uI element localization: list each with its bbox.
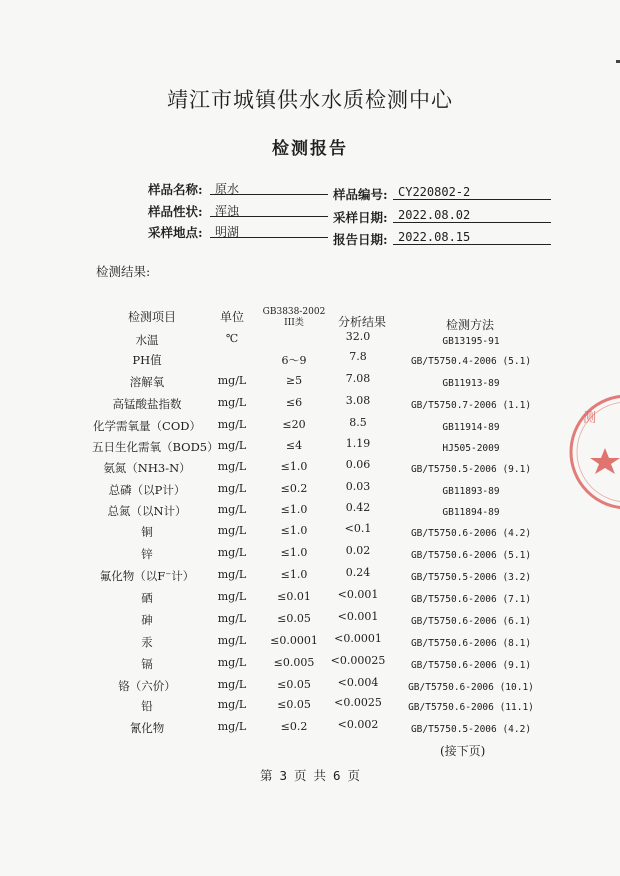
cell-standard: ≤0.05 bbox=[277, 678, 311, 691]
cell-item: 铬（六价） bbox=[118, 679, 176, 693]
cell-item: 氟化物（以F⁻计） bbox=[99, 569, 195, 583]
cell-unit: mg/L bbox=[217, 678, 247, 691]
cell-method: GB/T5750.5-2006 (9.1) bbox=[410, 464, 532, 475]
official-seal-stamp bbox=[565, 392, 620, 512]
cell-unit: mg/L bbox=[217, 482, 247, 495]
cell-unit: mg/L bbox=[217, 656, 247, 669]
footer-middle: 页 共 bbox=[294, 768, 326, 783]
cell-result: 0.02 bbox=[345, 544, 371, 557]
cell-item: 硒 bbox=[141, 591, 153, 605]
cell-item: 高锰酸盐指数 bbox=[112, 397, 182, 411]
cell-standard: ≤0.05 bbox=[277, 612, 311, 625]
cell-item: PH值 bbox=[132, 353, 162, 367]
sample-state-value: 浑浊 bbox=[210, 202, 328, 217]
report-date-value: 2022.08.15 bbox=[393, 230, 551, 245]
header-unit: 单位 bbox=[219, 310, 244, 324]
sampling-date-label: 采样日期: bbox=[333, 210, 388, 225]
cell-unit: mg/L bbox=[217, 590, 247, 603]
cell-result: <0.0001 bbox=[334, 632, 382, 645]
header-standard-line1: GB3838-2002 bbox=[262, 307, 326, 317]
cell-method: GB/T5750.6-2006 (5.1) bbox=[410, 550, 532, 561]
cell-unit: mg/L bbox=[217, 634, 247, 647]
cell-method: HJ505-2009 bbox=[442, 443, 500, 454]
cell-unit: mg/L bbox=[217, 524, 247, 537]
cell-result: 0.24 bbox=[345, 566, 371, 579]
cell-standard: ≤0.05 bbox=[277, 698, 311, 711]
page-footer bbox=[0, 766, 620, 784]
cell-result: 32.0 bbox=[345, 330, 371, 343]
total-pages-number: 6 bbox=[332, 768, 341, 783]
cell-item: 氨氮（NH3-N） bbox=[103, 461, 191, 475]
cell-method: GB11914-89 bbox=[442, 422, 500, 433]
cell-unit: mg/L bbox=[217, 546, 247, 559]
sample-state-label: 样品性状: bbox=[148, 204, 203, 219]
cell-result: <0.00025 bbox=[330, 654, 386, 667]
cell-standard: ≤0.005 bbox=[273, 656, 315, 669]
header-item: 检测项目 bbox=[127, 310, 176, 324]
cell-method: GB/T5750.4-2006 (5.1) bbox=[410, 356, 532, 367]
sampling-site-value: 明湖 bbox=[210, 223, 328, 238]
cell-result: 8.5 bbox=[349, 416, 367, 429]
current-page-number: 3 bbox=[279, 768, 288, 783]
cell-standard: ≤1.0 bbox=[280, 460, 308, 473]
footer-suffix: 页 bbox=[347, 768, 360, 783]
cell-standard: ≥5 bbox=[285, 374, 303, 387]
cell-item: 水温 bbox=[135, 333, 159, 347]
cell-result: 0.03 bbox=[345, 480, 371, 493]
sample-no-value: CY220802-2 bbox=[393, 185, 551, 200]
cell-item: 氰化物 bbox=[129, 721, 165, 735]
cell-standard: ≤0.0001 bbox=[270, 634, 318, 647]
cell-result: <0.001 bbox=[337, 610, 379, 623]
cell-method: GB/T5750.6-2006 (11.1) bbox=[408, 702, 534, 713]
cell-result: <0.1 bbox=[344, 522, 372, 535]
sampling-date-value: 2022.08.02 bbox=[393, 208, 551, 223]
cell-result: 0.06 bbox=[345, 458, 371, 471]
sampling-site-label: 采样地点: bbox=[148, 225, 203, 240]
cell-result: 0.42 bbox=[345, 501, 371, 514]
punch-mark bbox=[616, 60, 620, 63]
cell-unit: mg/L bbox=[217, 568, 247, 581]
report-title: 检测报告 bbox=[272, 139, 348, 159]
cell-standard: ≤1.0 bbox=[280, 503, 308, 516]
cell-item: 砷 bbox=[141, 613, 153, 627]
cell-item: 溶解氧 bbox=[129, 375, 165, 389]
cell-result: <0.001 bbox=[337, 588, 379, 601]
cell-item: 铜 bbox=[141, 525, 153, 539]
cell-item: 汞 bbox=[141, 635, 153, 649]
cell-standard: ≤20 bbox=[282, 418, 306, 431]
cell-item: 铅 bbox=[141, 699, 153, 713]
cell-standard: ≤0.2 bbox=[280, 482, 308, 495]
sample-name-value: 原水 bbox=[210, 180, 328, 195]
cell-standard: ≤1.0 bbox=[280, 568, 308, 581]
cell-result: 1.19 bbox=[345, 437, 371, 450]
cell-method: GB11913-89 bbox=[442, 378, 500, 389]
cell-method: GB/T5750.6-2006 (10.1) bbox=[408, 682, 534, 693]
cell-unit: mg/L bbox=[217, 720, 247, 733]
cell-item: 总氮（以N计） bbox=[107, 504, 187, 518]
cell-standard: ≤0.01 bbox=[277, 590, 311, 603]
header-standard-line2: III类 bbox=[284, 318, 304, 328]
cell-method: GB/T5750.6-2006 (7.1) bbox=[410, 594, 532, 605]
cell-result: 7.8 bbox=[349, 350, 367, 363]
cell-result: <0.004 bbox=[337, 676, 379, 689]
seal-text: 测 bbox=[583, 411, 597, 426]
header-standard bbox=[258, 307, 330, 329]
cell-unit: mg/L bbox=[217, 374, 247, 387]
header-result: 分析结果 bbox=[337, 315, 386, 329]
cell-unit: mg/L bbox=[217, 396, 247, 409]
cell-unit: mg/L bbox=[217, 460, 247, 473]
cell-method: GB/T5750.7-2006 (1.1) bbox=[410, 400, 532, 411]
cell-item: 五日生化需氧（BOD5） bbox=[92, 440, 219, 454]
cell-result: 3.08 bbox=[345, 394, 371, 407]
cell-item: 锌 bbox=[141, 547, 153, 561]
cell-item: 化学需氧量（COD） bbox=[93, 419, 201, 433]
cell-unit: mg/L bbox=[217, 698, 247, 711]
cell-standard: 6～9 bbox=[281, 354, 307, 367]
cell-method: GB/T5750.6-2006 (9.1) bbox=[410, 660, 532, 671]
cell-method: GB/T5750.6-2006 (8.1) bbox=[410, 638, 532, 649]
organization-title: 靖江市城镇供水水质检测中心 bbox=[167, 88, 453, 112]
sample-name-label: 样品名称: bbox=[148, 182, 203, 197]
cell-method: GB13195-91 bbox=[442, 336, 500, 347]
cell-unit: mg/L bbox=[217, 418, 247, 431]
cell-unit: ℃ bbox=[225, 332, 239, 345]
continued-note: (接下页) bbox=[440, 744, 486, 758]
cell-standard: ≤1.0 bbox=[280, 524, 308, 537]
sample-no-label: 样品编号: bbox=[333, 187, 388, 202]
report-date-label: 报告日期: bbox=[333, 232, 388, 247]
cell-result: <0.0025 bbox=[334, 696, 382, 709]
cell-method: GB/T5750.6-2006 (4.2) bbox=[410, 528, 532, 539]
cell-item: 镉 bbox=[141, 657, 153, 671]
cell-standard: ≤1.0 bbox=[280, 546, 308, 559]
footer-prefix: 第 bbox=[259, 768, 273, 783]
cell-method: GB/T5750.5-2006 (4.2) bbox=[410, 724, 532, 735]
cell-standard: ≤4 bbox=[285, 439, 303, 452]
cell-unit: mg/L bbox=[217, 612, 247, 625]
cell-unit: mg/L bbox=[217, 439, 247, 452]
header-method: 检测方法 bbox=[445, 318, 494, 332]
seal-graphic bbox=[565, 392, 620, 512]
cell-unit: mg/L bbox=[217, 503, 247, 516]
cell-result: <0.002 bbox=[337, 718, 379, 731]
cell-standard: ≤0.2 bbox=[280, 720, 308, 733]
cell-method: GB/T5750.6-2006 (6.1) bbox=[410, 616, 532, 627]
cell-method: GB11893-89 bbox=[442, 486, 500, 497]
cell-item: 总磷（以P计） bbox=[108, 483, 186, 497]
cell-method: GB11894-89 bbox=[442, 507, 500, 518]
cell-standard: ≤6 bbox=[285, 396, 303, 409]
cell-method: GB/T5750.5-2006 (3.2) bbox=[410, 572, 532, 583]
cell-result: 7.08 bbox=[345, 372, 371, 385]
results-section-label: 检测结果: bbox=[96, 264, 151, 279]
